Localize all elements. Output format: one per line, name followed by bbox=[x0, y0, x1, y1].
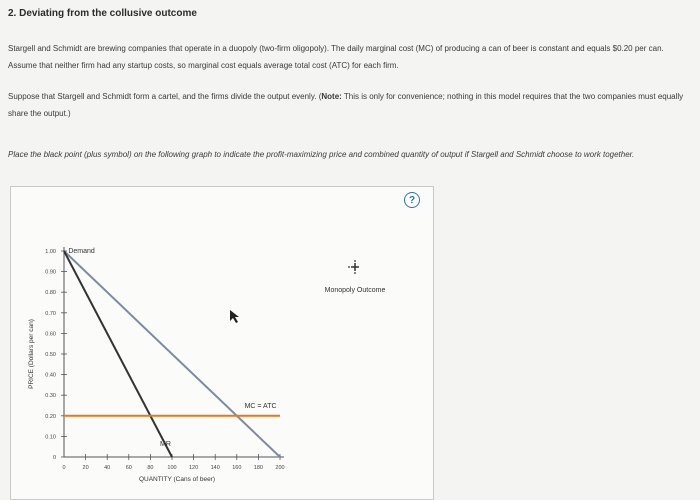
y-tick-label: 0.90 bbox=[45, 269, 56, 276]
y-tick-label: 0.70 bbox=[45, 310, 56, 317]
x-tick-label: 160 bbox=[232, 465, 242, 471]
intro-paragraph: Stargell and Schmidt are brewing companies that operate in a duopoly (two-firm oligopoly). The daily marginal cost (MC) of producing a can of beer is constant and equals $0.20 per can. Assume that neither firm had any startup costs, so marginal cost equals average total cost (ATC) for each firm. bbox=[8, 44, 664, 70]
graph-svg[interactable] bbox=[11, 187, 433, 499]
mr-label: MR bbox=[160, 441, 171, 448]
x-tick-label: 40 bbox=[104, 465, 111, 471]
x-tick-label: 0 bbox=[62, 465, 66, 471]
help-button[interactable]: ? bbox=[404, 192, 420, 208]
x-tick-label: 80 bbox=[147, 465, 154, 471]
y-tick-label: 0.10 bbox=[45, 434, 56, 441]
x-tick-label: 120 bbox=[189, 465, 199, 471]
demand-curve bbox=[64, 251, 280, 457]
graph-panel bbox=[10, 186, 434, 500]
x-tick-label: 180 bbox=[253, 465, 263, 471]
y-tick-label: 0.20 bbox=[45, 413, 56, 420]
y-tick-label: 0.30 bbox=[45, 393, 56, 400]
x-tick-label: 60 bbox=[125, 465, 132, 471]
question-title: 2. Deviating from the collusive outcome bbox=[8, 8, 197, 19]
x-axis-title: QUANTITY (Cans of beer) bbox=[138, 476, 216, 483]
x-tick-label: 20 bbox=[82, 465, 89, 471]
cursor-arrow-icon bbox=[230, 310, 239, 323]
x-tick-label: 140 bbox=[210, 465, 220, 471]
mc-atc-label: MC = ATC bbox=[244, 402, 277, 410]
mr-curve bbox=[64, 251, 172, 457]
plus-symbol-dot-icon bbox=[348, 266, 350, 268]
x-tick-label: 100 bbox=[167, 465, 177, 471]
plus-symbol-dot-icon bbox=[354, 272, 356, 274]
plus-symbol-dot-icon bbox=[354, 260, 356, 262]
y-axis-title: PRICE (Dollars per can) bbox=[28, 319, 35, 389]
y-tick-label: 0.80 bbox=[45, 290, 56, 297]
demand-label: Demand bbox=[68, 248, 95, 255]
y-tick-label: 0.50 bbox=[45, 352, 56, 358]
note-label: Note: bbox=[321, 92, 342, 101]
y-tick-label: 0.40 bbox=[45, 372, 56, 379]
assumption-paragraph bbox=[8, 88, 688, 122]
y-tick-label: 0 bbox=[52, 455, 56, 461]
note-text: This is only for convenience; nothing in this model requires that the two companies must equally share the output.) bbox=[8, 92, 684, 118]
x-tick-label: 200 bbox=[275, 465, 285, 471]
monopoly-outcome-label[interactable]: Monopoly Outcome bbox=[324, 287, 386, 294]
y-tick-label: 1.00 bbox=[45, 249, 56, 255]
y-tick-label: 0.60 bbox=[45, 331, 56, 338]
instruction-paragraph: Place the black point (plus symbol) on the following graph to indicate the profit-maximizing price and combined quantity of output if Stargell and Schmidt choose to work together. bbox=[8, 150, 635, 159]
assumption-prefix: Suppose that Stargell and Schmidt form a cartel, and the firms divide the output evenly. ( bbox=[8, 92, 322, 101]
